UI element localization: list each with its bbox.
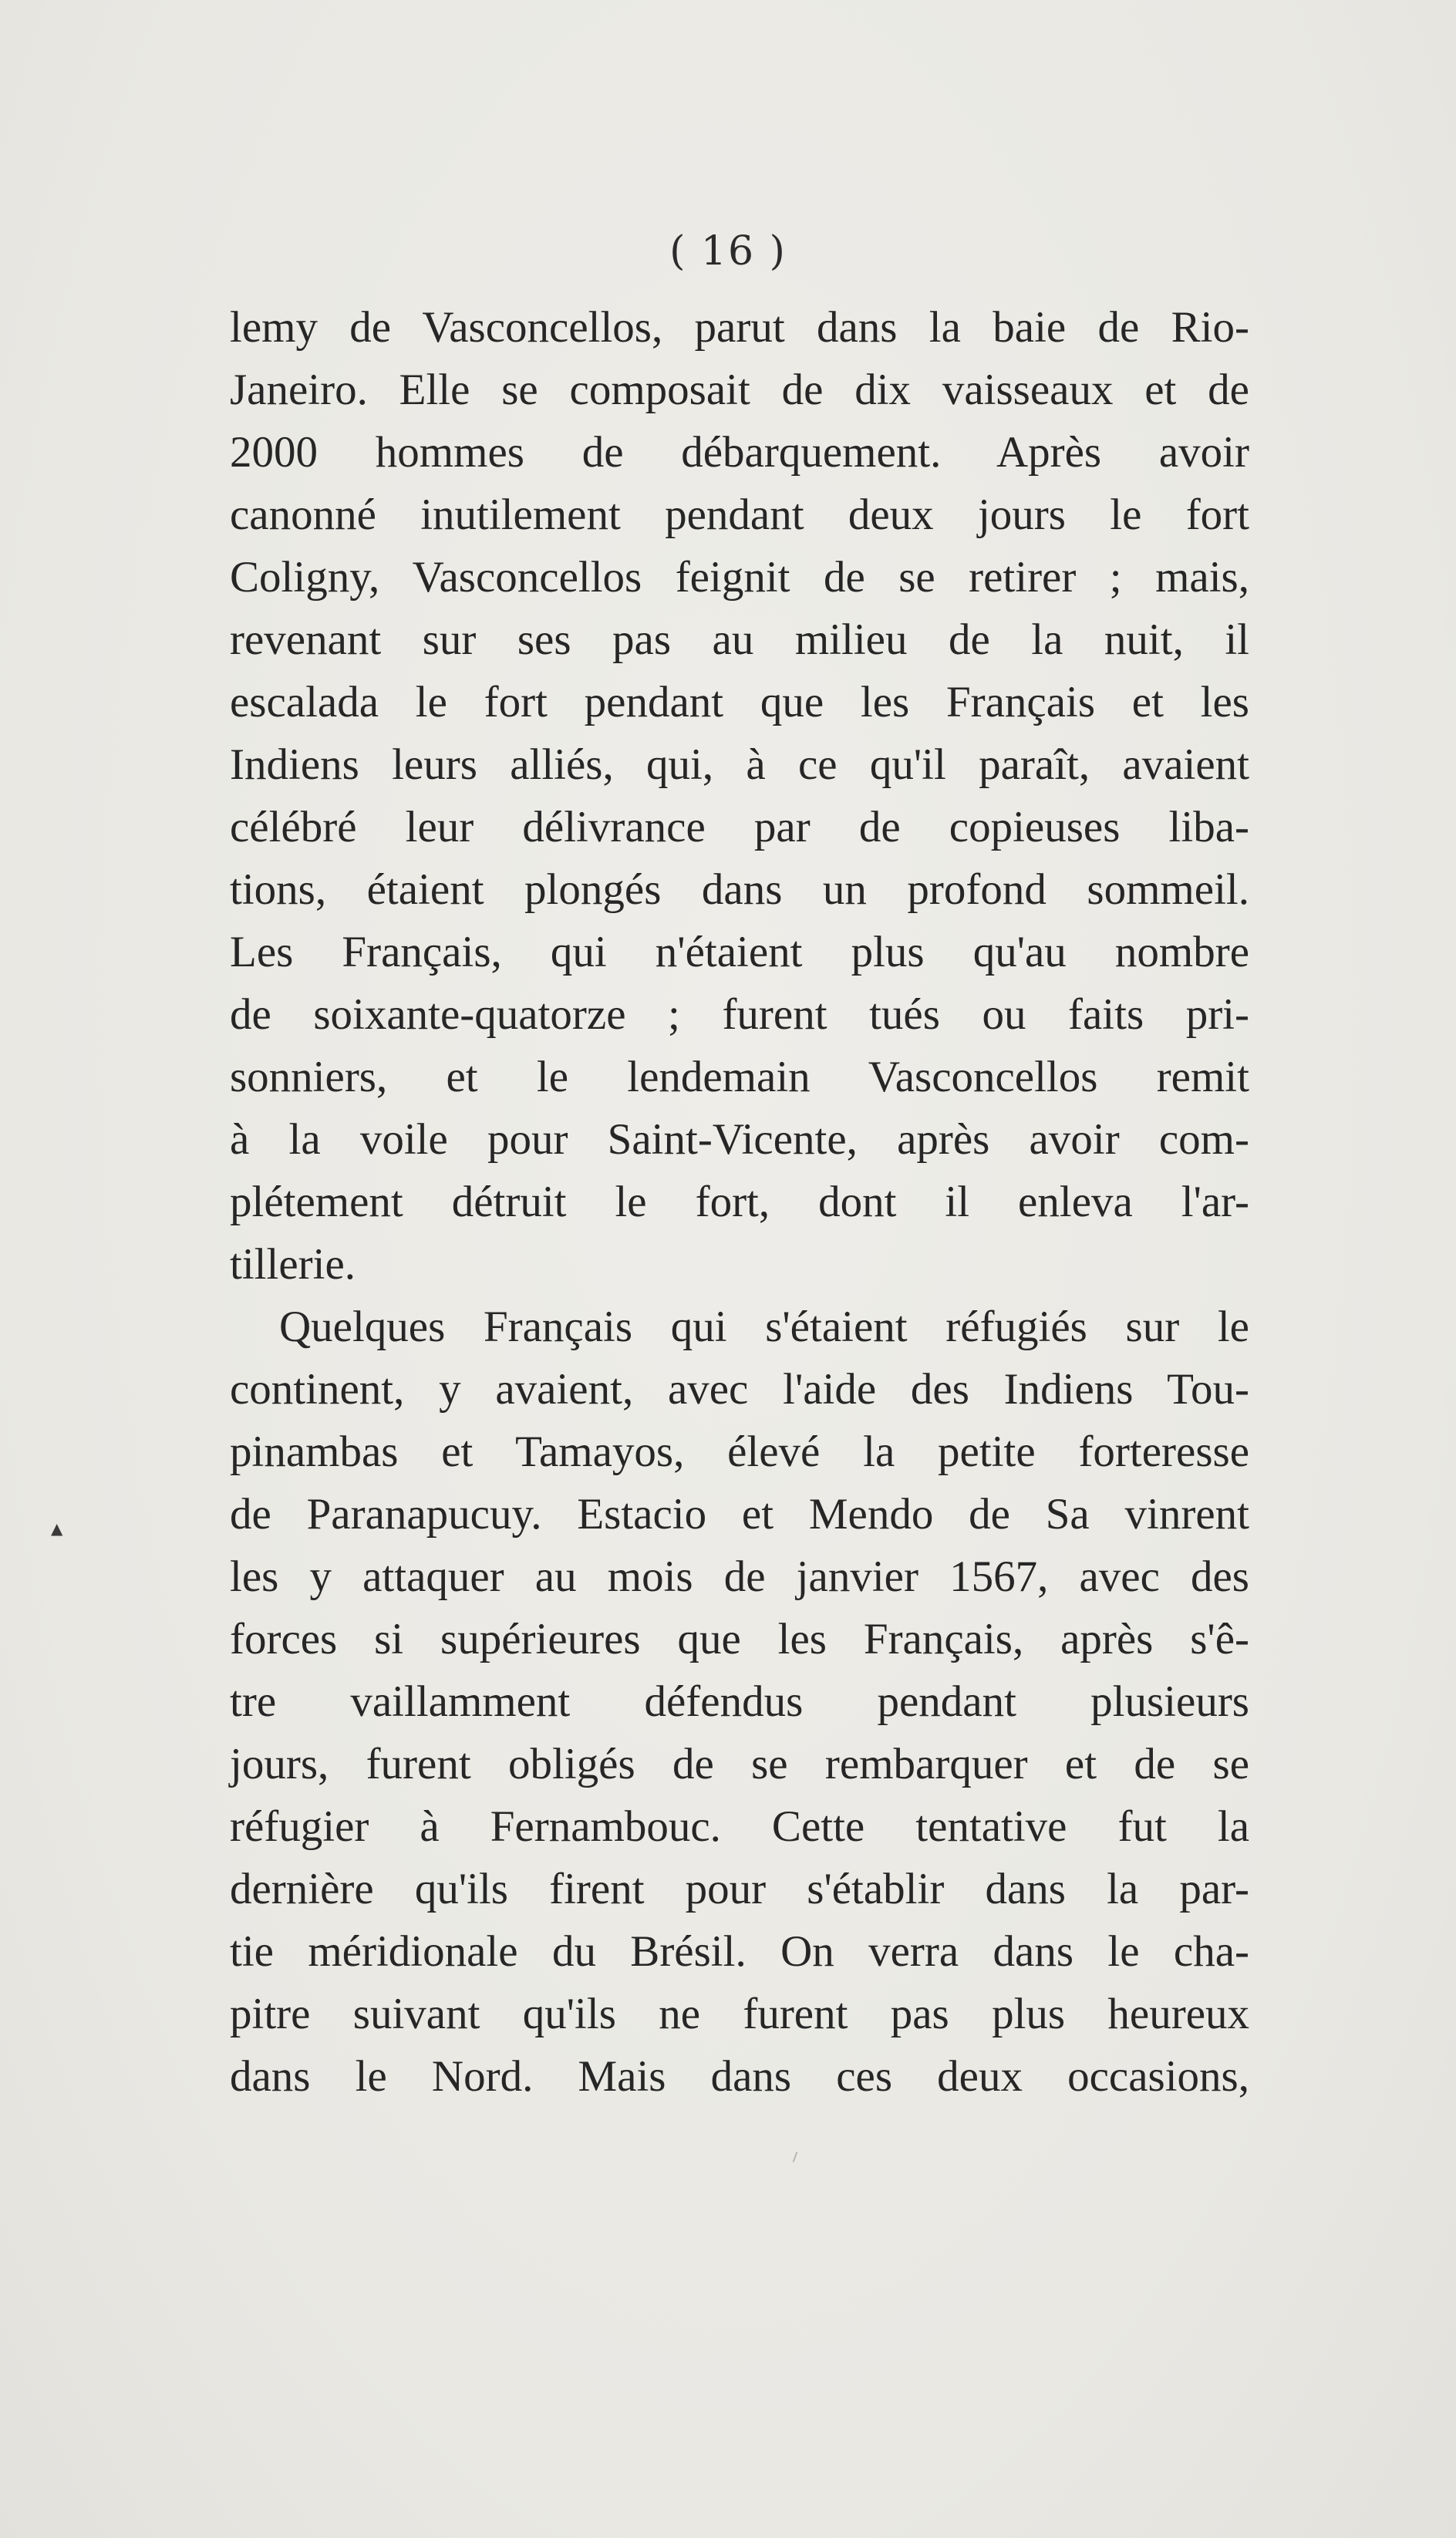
text-line: pitre suivant qu'ils ne furent pas plus heureux — [230, 1990, 1249, 2038]
text-line: de Paranapucuy. Estacio et Mendo de Sa vinrent — [230, 1490, 1249, 1539]
text-line: lemy de Vasconcellos, parut dans la baie de Rio- — [230, 303, 1249, 352]
text-line: les y attaquer au mois de janvier 1567, avec des — [230, 1552, 1249, 1601]
text-line: plétement détruit le fort, dont il enleva l'ar- — [230, 1178, 1249, 1226]
text-line: 2000 hommes de débarquement. Après avoir — [230, 428, 1249, 477]
ink-speck: ▲ — [51, 1519, 63, 1538]
text-line: réfugier à Fernambouc. Cette tentative fut la — [230, 1802, 1249, 1851]
text-line: Coligny, Vasconcellos feignit de se retirer ; mais, — [230, 553, 1249, 602]
text-line: tre vaillamment défendus pendant plusieurs — [230, 1677, 1249, 1726]
text-line: tie méridionale du Brésil. On verra dans le cha- — [230, 1927, 1249, 1976]
paragraph-2 — [230, 1296, 1249, 2108]
text-line: de soixante-quatorze ; furent tués ou faits pri- — [230, 990, 1249, 1039]
page-number: ( 16 ) — [669, 228, 787, 275]
paragraph-1 — [230, 296, 1249, 1296]
text-line: jours, furent obligés de se rembarquer et de se — [230, 1740, 1249, 1788]
text-line: à la voile pour Saint-Vicente, après avoir com- — [230, 1115, 1249, 1164]
text-line: Indiens leurs alliés, qui, à ce qu'il paraît, avaient — [230, 740, 1249, 789]
text-line: revenant sur ses pas au milieu de la nuit, il — [230, 615, 1249, 664]
text-line: dernière qu'ils firent pour s'établir dans la par- — [230, 1865, 1249, 1913]
paper-mark — [793, 2152, 798, 2162]
text-line: Quelques Français qui s'étaient réfugiés sur le — [279, 1303, 1249, 1351]
text-line: pinambas et Tamayos, élevé la petite forteresse — [230, 1427, 1249, 1476]
text-line: sonniers, et le lendemain Vasconcellos remit — [230, 1053, 1249, 1101]
text-line: célébré leur délivrance par de copieuses liba- — [230, 803, 1249, 851]
body-text — [230, 296, 1249, 2108]
text-line: tillerie. — [230, 1240, 356, 1289]
text-line: dans le Nord. Mais dans ces deux occasions, — [230, 2052, 1249, 2101]
text-line: forces si supérieures que les Français, après s'ê- — [230, 1615, 1249, 1663]
text-line: continent, y avaient, avec l'aide des Indiens Tou- — [230, 1365, 1249, 1414]
text-line: tions, étaient plongés dans un profond sommeil. — [230, 865, 1249, 914]
text-line: canonné inutilement pendant deux jours le fort — [230, 490, 1249, 539]
text-line: Les Français, qui n'étaient plus qu'au nombre — [230, 928, 1249, 976]
text-line: Janeiro. Elle se composait de dix vaisseaux et de — [230, 366, 1249, 414]
text-line: escalada le fort pendant que les Français et les — [230, 678, 1249, 726]
